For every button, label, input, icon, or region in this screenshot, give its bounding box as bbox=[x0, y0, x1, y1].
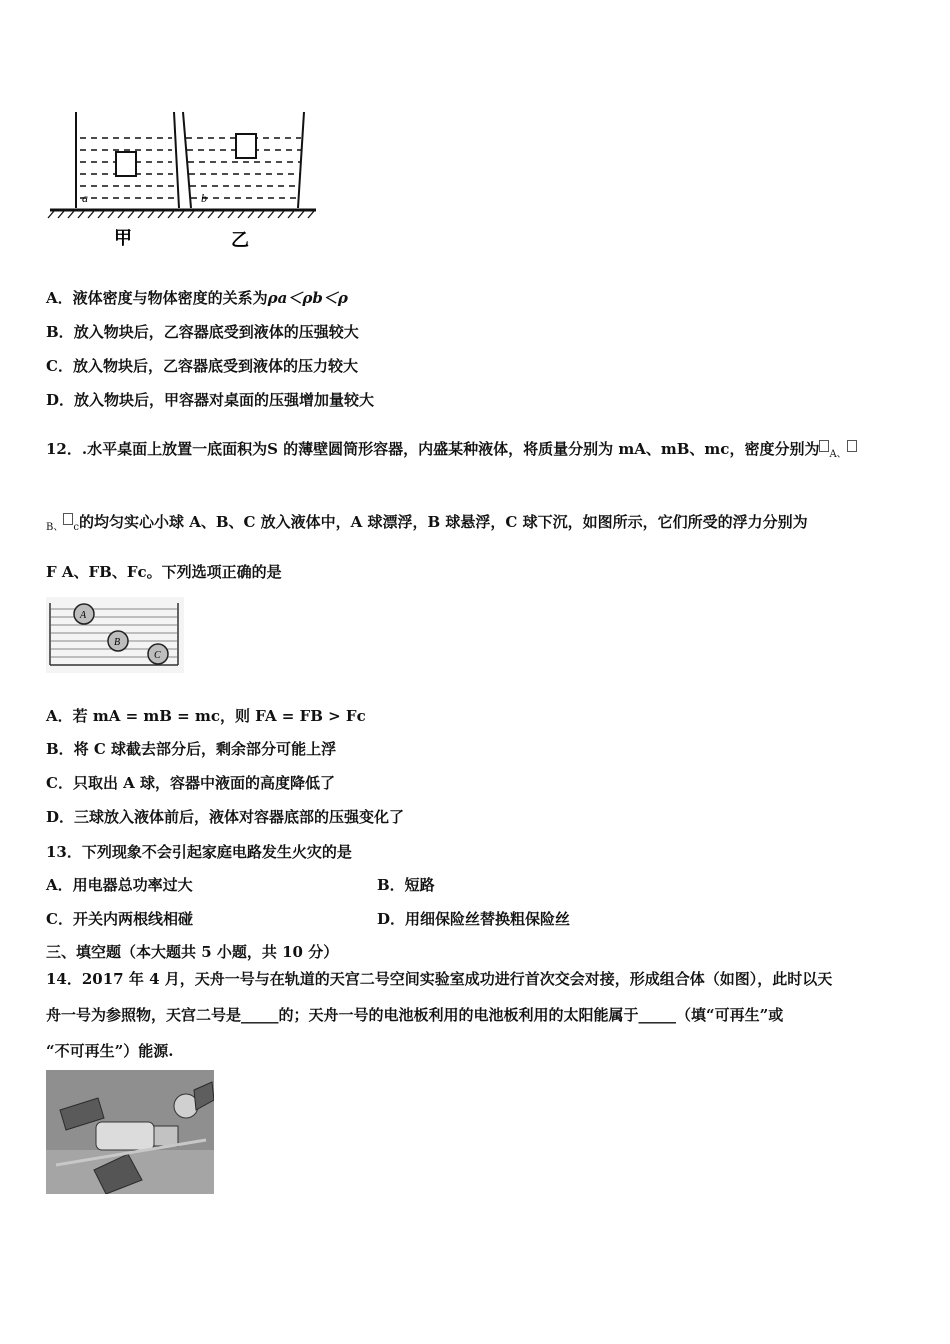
q11-option-a bbox=[46, 287, 348, 308]
section-heading: 三、填空题（本大题共 5 小题，共 10 分） bbox=[46, 943, 339, 961]
mark-b: b bbox=[201, 191, 207, 205]
q11-option-d bbox=[46, 389, 374, 410]
q13-option-c: C．开关内两根线相碰 bbox=[46, 910, 193, 928]
containers-figure bbox=[46, 108, 321, 253]
q12-stem-line1 bbox=[46, 438, 857, 460]
ball-c-label: C bbox=[154, 650, 161, 661]
mark-a: a bbox=[82, 191, 88, 205]
q11-option-c bbox=[46, 355, 358, 376]
label-yi: 乙 bbox=[231, 230, 249, 251]
q12-stem-line2 bbox=[46, 511, 808, 533]
q12-text: F A、FB、Fc。下列选项正确的是 bbox=[46, 563, 282, 581]
option-letter: C． bbox=[46, 357, 73, 375]
spacecraft-photo bbox=[46, 1070, 214, 1194]
q12-stem-line3 bbox=[46, 561, 282, 582]
q13-option-d: D．用细保险丝替换粗保险丝 bbox=[377, 910, 571, 928]
option-letter: D． bbox=[46, 391, 75, 409]
rho-sub-b: B、 bbox=[46, 522, 64, 533]
missing-glyph-icon bbox=[63, 513, 73, 525]
missing-glyph-icon bbox=[819, 440, 829, 452]
ball-a-label: A bbox=[80, 610, 87, 621]
ball-b-label: B bbox=[114, 637, 121, 648]
density-relation: ρa＜ρb＜ρ bbox=[267, 289, 348, 307]
missing-glyph-icon bbox=[847, 440, 857, 452]
block-yi bbox=[236, 134, 256, 158]
block-jia bbox=[116, 152, 136, 176]
q13-option-a: A．用电器总功率过大 bbox=[46, 876, 193, 894]
option-letter: B． bbox=[46, 323, 74, 341]
rho-sub-c: c bbox=[73, 522, 79, 533]
rho-sub-a: A、 bbox=[829, 449, 847, 460]
q14-line1: 14．2017 年 4 月，天舟一号与在轨道的天宫二号空间实验室成功进行首次交会对接，形成组合体（如图），此时以天 bbox=[46, 970, 833, 988]
option-letter: A． bbox=[46, 289, 73, 307]
balls-figure bbox=[46, 597, 184, 673]
option-text: 放入物块后，乙容器底受到液体的压力较大 bbox=[72, 357, 358, 375]
option-text: 放入物块后，乙容器底受到液体的压强较大 bbox=[73, 323, 359, 341]
q14-line3: “不可再生”）能源. bbox=[46, 1042, 174, 1060]
q14-line2: 舟一号为参照物，天宫二号是_____的；天舟一号的电池板利用的电池板利用的太阳能属于_____（填“可再生”或 bbox=[46, 1006, 784, 1024]
q13-stem: 13．下列现象不会引起家庭电路发生火灾的是 bbox=[46, 843, 352, 861]
option-text: 液体密度与物体密度的关系为 bbox=[72, 289, 268, 307]
option-text: 放入物块后，甲容器对桌面的压强增加量较大 bbox=[74, 391, 375, 409]
q12-option-a: A．若 mA = mB = mc，则 FA = FB > Fc bbox=[46, 707, 366, 725]
label-jia: 甲 bbox=[114, 228, 132, 249]
q12-option-b: B．将 C 球截去部分后，剩余部分可能上浮 bbox=[46, 740, 337, 758]
q12-text: 的均匀实心小球 A、B、C 放入液体中，A 球漂浮，B 球悬浮，C 球下沉，如图所示，它们所受的浮力分别为 bbox=[78, 513, 808, 531]
q12-text: 12．.水平桌面上放置一底面积为S 的薄壁圆筒形容器，内盛某种液体，将质量分别为 mA、mB、mc，密度分别为 bbox=[46, 440, 820, 458]
q12-option-d: D．三球放入液体前后，液体对容器底部的压强变化了 bbox=[46, 808, 405, 826]
q13-option-b: B．短路 bbox=[377, 876, 435, 894]
q12-option-c: C．只取出 A 球，容器中液面的高度降低了 bbox=[46, 774, 336, 792]
q11-option-b bbox=[46, 321, 359, 342]
